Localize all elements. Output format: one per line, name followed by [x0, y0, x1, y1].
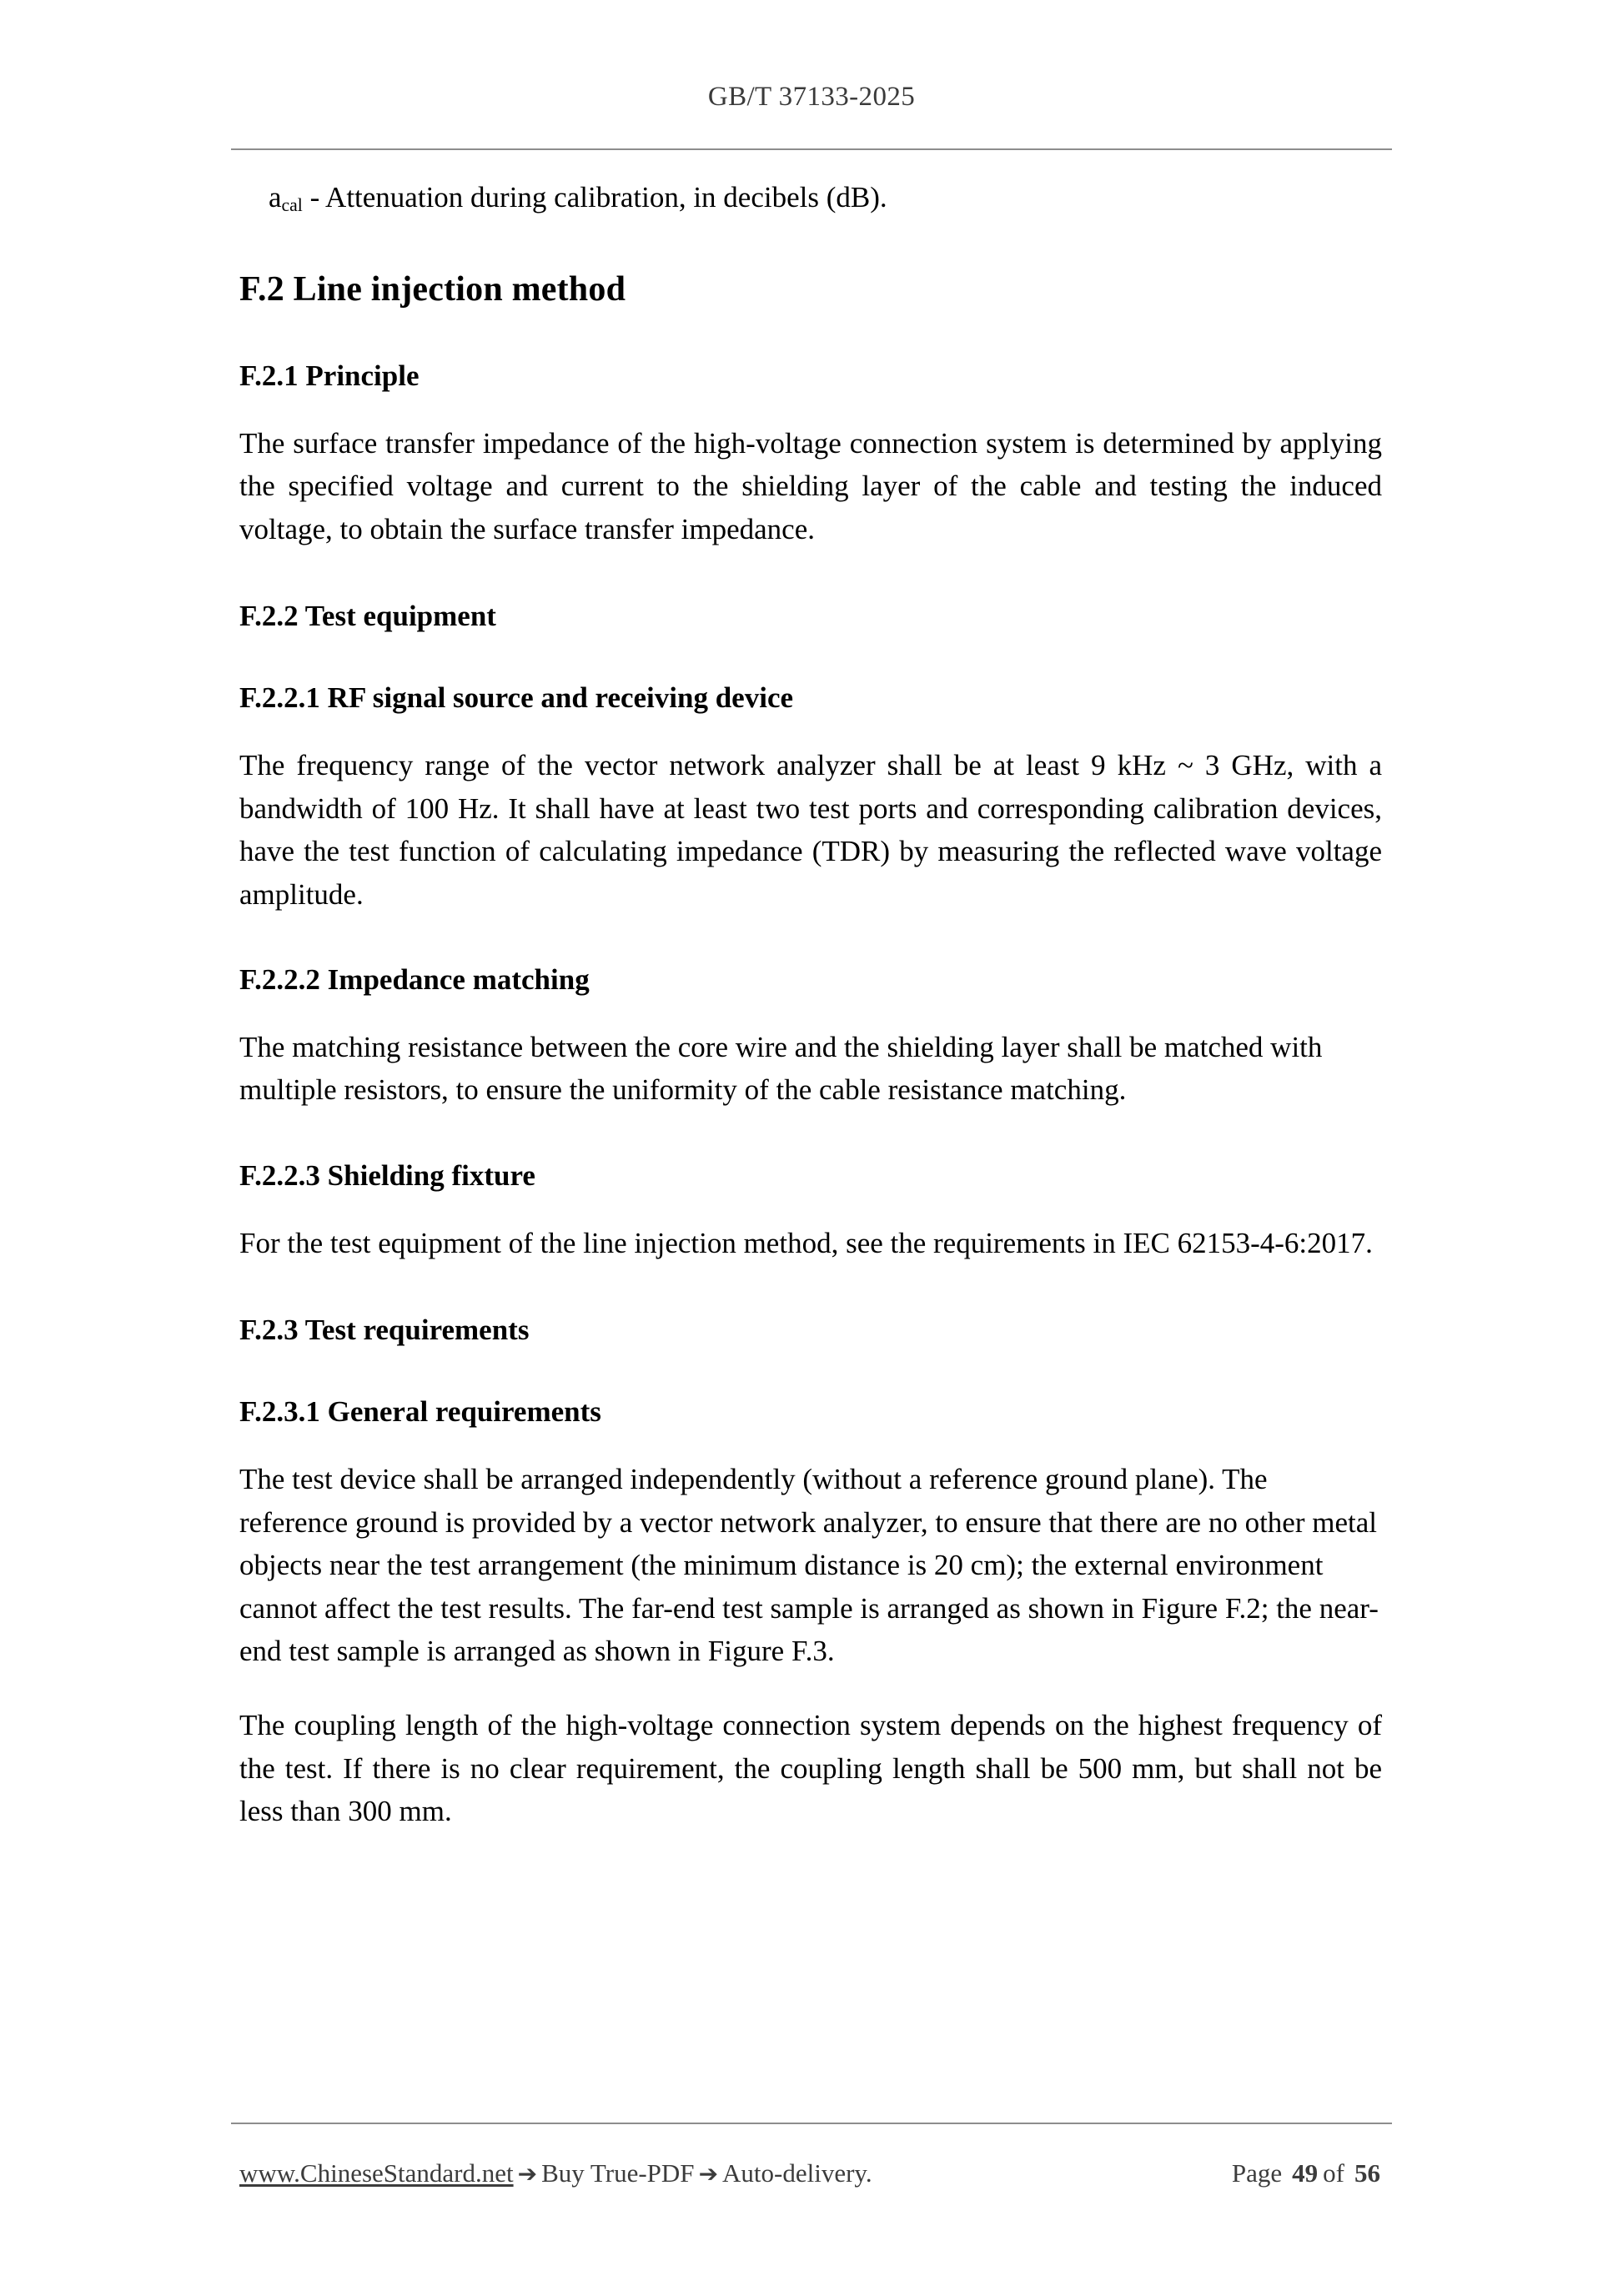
- section-heading-f2-2-1: F.2.2.1 RF signal source and receiving device: [239, 681, 794, 715]
- paragraph-f2-2-1-rf-signal-source: The frequency range of the vector network analyzer shall be at least 9 kHz ~ 3 GHz, with a bandwidth of 100 Hz. It shall have at least two test ports and corresponding calibration devices, have the test function of calculating impedance (TDR) by measuring the reflected wave voltage amplitude.: [239, 749, 1382, 911]
- chinesestandard-website-link[interactable]: www.ChineseStandard.net: [239, 2158, 514, 2188]
- section-heading-f2-1: F.2.1 Principle: [239, 359, 420, 392]
- symbol-name: a: [269, 181, 282, 214]
- current-page-number: 49: [1292, 2158, 1319, 2188]
- document-body: [239, 178, 1382, 1833]
- paragraph-f2-1-principle: The surface transfer impedance of the high-voltage connection system is determined by applying the specified voltage and current to the shielding layer of the cable and testing the induced voltage, to obtain the surface transfer impedance.: [239, 426, 1382, 545]
- section-heading-f2-2: F.2.2 Test equipment: [239, 600, 496, 633]
- page-number-indicator: [1232, 2158, 1392, 2188]
- section-heading-f2-3: F.2.3 Test requirements: [239, 1314, 530, 1347]
- document-standard-code: GB/T 37133-2025: [707, 82, 916, 112]
- footer-promo-line: [239, 2158, 872, 2188]
- section-heading-f2-2-3: F.2.2.3 Shielding fixture: [239, 1158, 535, 1192]
- section-heading-f2-2-2: F.2.2.2 Impedance matching: [239, 962, 590, 996]
- arrow-right-icon-2: ➔: [698, 2160, 719, 2188]
- buy-true-pdf-label[interactable]: Buy True-PDF: [541, 2158, 695, 2188]
- of-label: of: [1323, 2158, 1344, 2188]
- symbol-definition-text: - Attenuation during calibration, in decibels (dB).: [302, 181, 887, 214]
- paragraph-f2-3-1-general-requirements: The test device shall be arranged independently (without a reference ground plane). The reference ground is provided by a vector network analyzer, to ensure that there are no other metal objects near the test arrangement (the minimum distance is 20 cm); the external environment cannot affect the test results. The far-end test sample is arranged as shown in Figure F.2; the near-end test sample is arranged as shown in Figure F.3.: [239, 1463, 1379, 1668]
- section-heading-f2: F.2 Line injection method: [239, 269, 626, 309]
- arrow-right-icon: ➔: [517, 2160, 538, 2188]
- paragraph-f2-2-2-impedance-matching: The matching resistance between the core wire and the shielding layer shall be matched with multiple resistors, to ensure the uniformity of the cable resistance matching.: [239, 1030, 1323, 1107]
- auto-delivery-label: Auto-delivery.: [722, 2158, 872, 2188]
- page-footer: [239, 2158, 1392, 2188]
- footer-divider-rule: [231, 2123, 1392, 2124]
- total-page-count: 56: [1354, 2158, 1380, 2188]
- symbol-subscript: cal: [281, 194, 303, 215]
- paragraph-f2-3-1-coupling-length: The coupling length of the high-voltage connection system depends on the highest frequency of the test. If there is no clear requirement, the coupling length shall be 500 mm, but shall not be less than 300 mm.: [239, 1709, 1382, 1828]
- page-label: Page: [1231, 2158, 1283, 2188]
- paragraph-f2-2-3-shielding-fixture: For the test equipment of the line injection method, see the requirements in IEC 62153-4-6:2017.: [239, 1226, 1373, 1259]
- header-divider-rule: [231, 148, 1392, 150]
- section-heading-f2-3-1: F.2.3.1 General requirements: [239, 1395, 601, 1429]
- symbol-definition-line: [269, 178, 1382, 217]
- page-header: [0, 82, 1623, 113]
